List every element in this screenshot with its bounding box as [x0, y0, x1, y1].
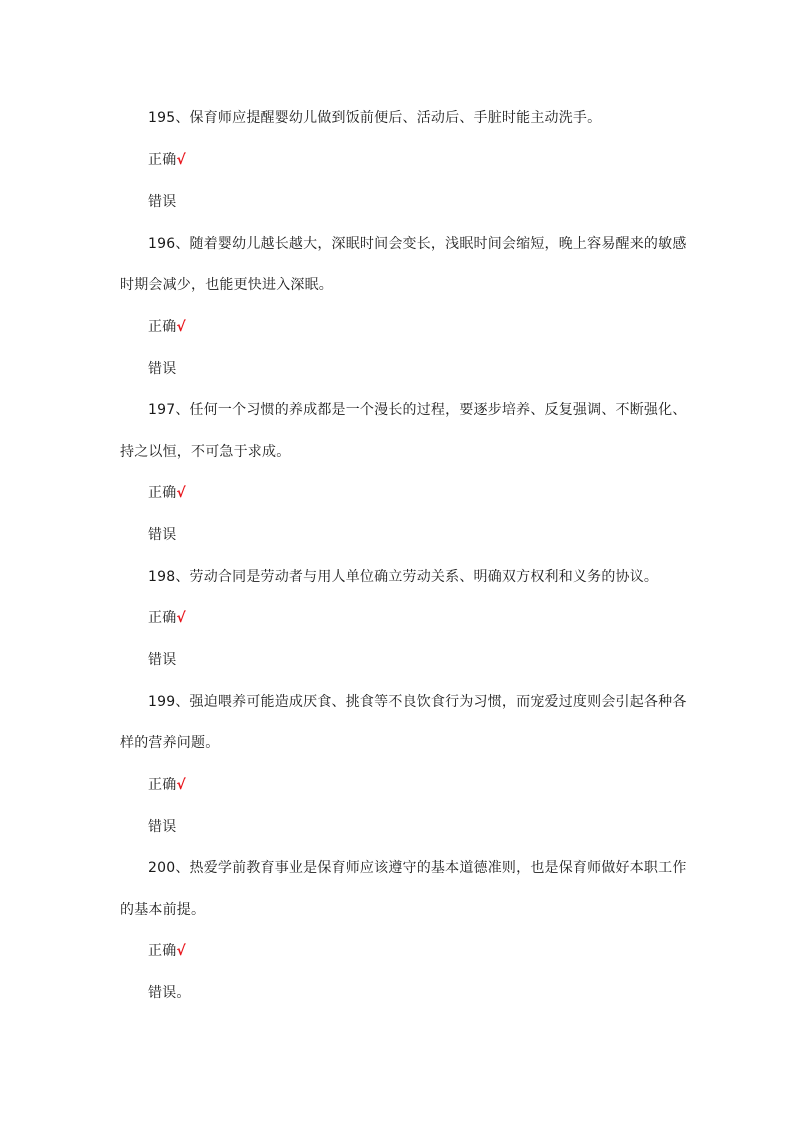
check-mark-icon: √ [176, 943, 186, 959]
option-correct-label: 正确 [148, 485, 177, 501]
check-mark-icon: √ [176, 610, 186, 626]
option-correct-label: 正确 [148, 777, 177, 793]
question-196-option-correct [148, 317, 186, 337]
check-mark-icon: √ [176, 485, 186, 501]
question-200-text-line-2: 的基本前提。 [120, 902, 206, 918]
question-200-option-correct [148, 941, 186, 961]
question-198-option-wrong: 错误 [148, 652, 177, 668]
question-198-text: 198、劳动合同是劳动者与用人单位确立劳动关系、明确双方权利和义务的协议。 [148, 569, 659, 585]
question-196-text-line-1: 196、随着婴幼儿越长越大，深眠时间会变长，浅眠时间会缩短，晚上容易醒来的敏感 [148, 236, 687, 252]
question-198-option-correct [148, 608, 186, 628]
check-mark-icon: √ [176, 152, 186, 168]
check-mark-icon: √ [176, 319, 186, 335]
question-200-text-line-1: 200、热爱学前教育事业是保育师应该遵守的基本道德准则，也是保育师做好本职工作 [148, 860, 687, 876]
question-197-option-correct [148, 483, 186, 503]
question-195-option-correct [148, 150, 186, 170]
check-mark-icon: √ [176, 777, 186, 793]
question-199-option-wrong: 错误 [148, 819, 177, 835]
question-199-text-line-1: 199、强迫喂养可能造成厌食、挑食等不良饮食行为习惯，而宠爱过度则会引起各种各 [148, 694, 687, 710]
question-197-option-wrong: 错误 [148, 527, 177, 543]
option-correct-label: 正确 [148, 610, 177, 626]
question-199-text-line-2: 样的营养问题。 [120, 735, 220, 751]
question-199-option-correct [148, 775, 186, 795]
question-196-text-line-2: 时期会减少，也能更快进入深眠。 [120, 277, 333, 293]
question-197-text-line-2: 持之以恒，不可急于求成。 [120, 444, 291, 460]
question-200-option-wrong: 错误。 [148, 985, 191, 1001]
option-correct-label: 正确 [148, 943, 177, 959]
question-195-text: 195、保育师应提醒婴幼儿做到饭前便后、活动后、手脏时能主动洗手。 [148, 110, 602, 126]
option-correct-label: 正确 [148, 152, 177, 168]
question-195-option-wrong: 错误 [148, 194, 177, 210]
question-197-text-line-1: 197、任何一个习惯的养成都是一个漫长的过程，要逐步培养、反复强调、不断强化、 [148, 402, 687, 418]
question-196-option-wrong: 错误 [148, 361, 177, 377]
option-correct-label: 正确 [148, 319, 177, 335]
